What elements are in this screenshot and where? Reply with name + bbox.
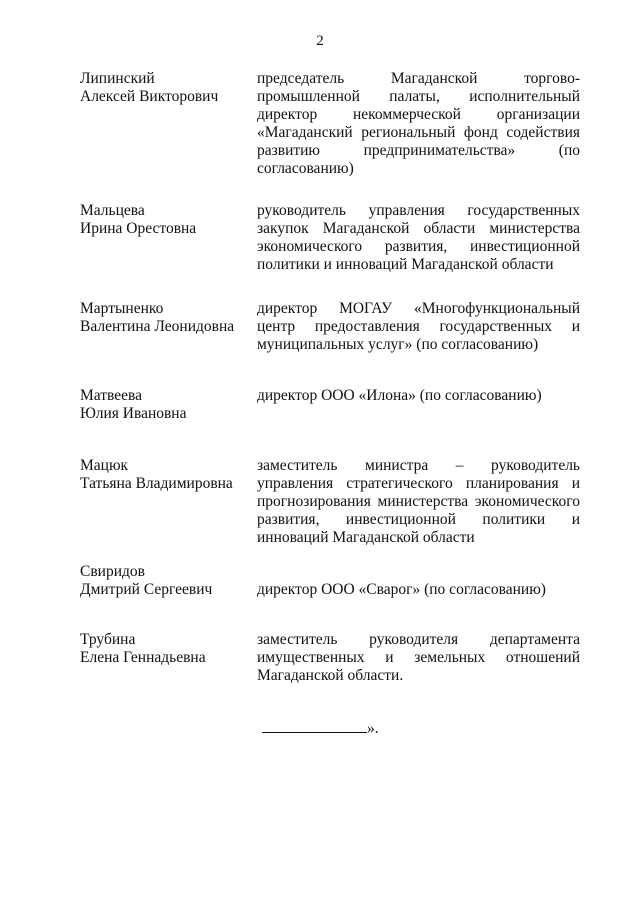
member-surname: Мацюк: [80, 457, 129, 474]
signature-blank-line: [262, 720, 367, 733]
role-line: Магаданской области.: [257, 667, 404, 684]
role-line: заместитель руководителя департамента: [257, 631, 580, 648]
member-role: [257, 202, 580, 274]
member-name: [80, 202, 250, 238]
role-line: председатель Магаданской торгово-: [257, 70, 580, 87]
member-given-names: Алексей Викторович: [80, 88, 219, 105]
role-line: центр предоставления государственных и: [257, 318, 580, 335]
member-name: [80, 70, 250, 106]
role-line: экономического развития, инвестиционной: [257, 238, 580, 255]
role-line: руководитель управления государственных: [257, 202, 580, 219]
role-line: управления стратегического планирования и: [257, 475, 580, 492]
member-role: [257, 631, 580, 685]
role-line: политики и инноваций Магаданской области: [257, 256, 554, 273]
role-line: прогнозирования министерства экономического: [257, 493, 580, 510]
member-given-names: Елена Геннадьевна: [80, 649, 206, 666]
member-given-names: Юлия Ивановна: [80, 405, 187, 422]
member-role: [257, 457, 580, 547]
member-role: [257, 581, 580, 599]
role-line: директор ООО «Илона» (по согласованию): [257, 387, 542, 404]
role-line: закупок Магаданской области министерства: [257, 220, 580, 237]
page-number: 2: [316, 33, 324, 49]
closing-quote: ».: [367, 720, 379, 737]
member-role: [257, 300, 580, 354]
member-given-names: Дмитрий Сергеевич: [80, 581, 213, 598]
member-role: [257, 387, 580, 405]
member-name: [80, 387, 250, 423]
member-name: [80, 300, 250, 336]
role-line: развитию предпринимательства» (по: [257, 142, 580, 159]
member-surname: Мартыненко: [80, 300, 164, 317]
member-given-names: Ирина Орестовна: [80, 220, 197, 237]
member-surname: Трубина: [80, 631, 136, 648]
member-surname: Липинский: [80, 70, 155, 87]
role-line: развития, инвестиционной политики и: [257, 511, 580, 528]
member-role: [257, 70, 580, 178]
closing-mark: [262, 720, 379, 738]
role-line: согласованию): [257, 160, 354, 177]
role-line: заместитель министра – руководитель: [257, 457, 580, 474]
member-surname: Матвеева: [80, 387, 143, 404]
member-given-names: Татьяна Владимировна: [80, 475, 233, 492]
member-name: [80, 563, 250, 599]
role-line: инноваций Магаданской области: [257, 529, 475, 546]
member-given-names: Валентина Леонидовна: [80, 318, 235, 335]
role-line: «Магаданский региональный фонд содействия: [257, 124, 580, 141]
role-line: имущественных и земельных отношений: [257, 649, 580, 666]
member-surname: Мальцева: [80, 202, 145, 219]
member-name: [80, 457, 250, 493]
role-line: муниципальных услуг» (по согласованию): [257, 336, 539, 353]
role-line: промышленной палаты, исполнительный: [257, 88, 580, 105]
role-line: директор ООО «Сварог» (по согласованию): [257, 581, 546, 598]
role-line: директор МОГАУ «Многофункциональный: [257, 300, 580, 317]
member-surname: Свиридов: [80, 563, 145, 580]
member-name: [80, 631, 250, 667]
role-line: директор некоммерческой организации: [257, 106, 580, 123]
